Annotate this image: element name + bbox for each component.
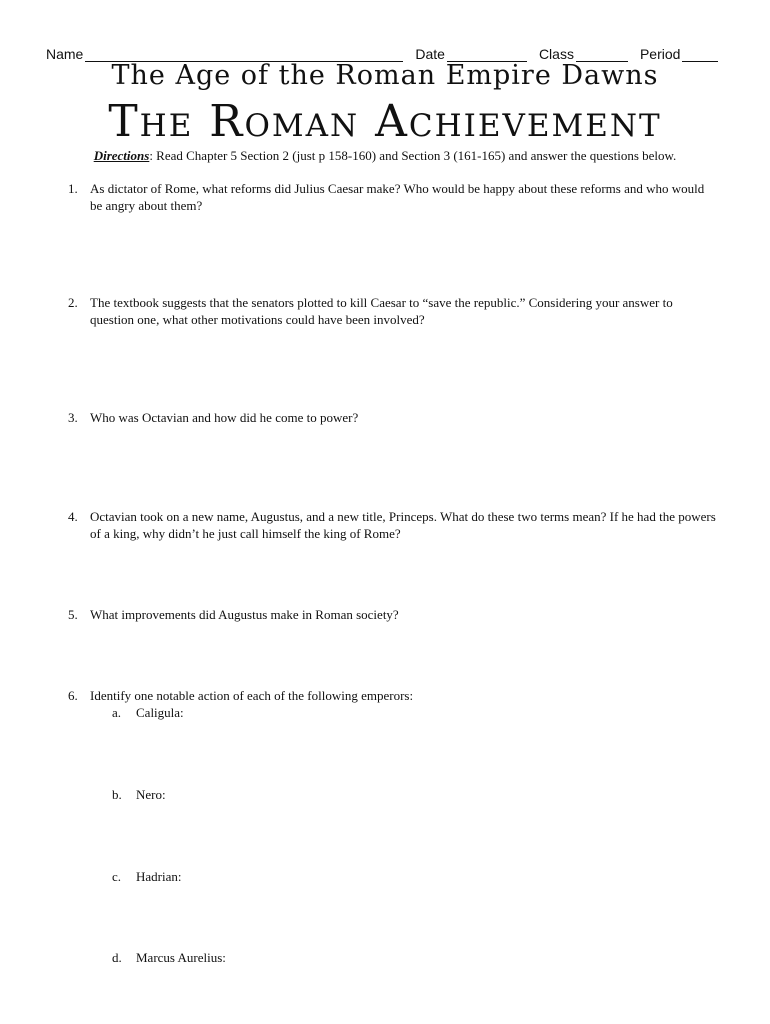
question-2 bbox=[68, 294, 718, 328]
emperor-hadrian bbox=[112, 868, 181, 885]
question-text: What improvements did Augustus make in Roman society? bbox=[90, 607, 399, 622]
question-text: Octavian took on a new name, Augustus, and a new title, Princeps. What do these two terms mean? If he had the powers of a king, why didn’t he just call himself the king of Rome? bbox=[90, 509, 716, 541]
period-label: Period bbox=[639, 46, 681, 62]
date-label: Date bbox=[415, 46, 445, 62]
question-text: Who was Octavian and how did he come to power? bbox=[90, 410, 359, 425]
emperor-nero bbox=[112, 786, 166, 803]
question-text: Identify one notable action of each of the following emperors: bbox=[90, 688, 414, 703]
emperor-name: Nero: bbox=[136, 787, 166, 802]
question-4 bbox=[68, 508, 718, 542]
emperor-name: Hadrian: bbox=[136, 869, 182, 884]
directions bbox=[0, 148, 770, 164]
emperor-letter: c. bbox=[112, 869, 122, 884]
emperor-caligula bbox=[112, 704, 184, 721]
question-number: 2. bbox=[68, 295, 78, 310]
name-label: Name bbox=[46, 46, 84, 62]
emperor-name: Caligula: bbox=[136, 705, 184, 720]
emperor-letter: b. bbox=[112, 787, 122, 802]
emperor-letter: d. bbox=[112, 950, 122, 965]
question-number: 5. bbox=[68, 607, 78, 622]
question-number: 4. bbox=[68, 509, 78, 524]
question-number: 1. bbox=[68, 181, 78, 196]
question-number: 6. bbox=[68, 688, 78, 703]
directions-lead: Directions bbox=[93, 148, 150, 163]
emperor-letter: a. bbox=[112, 705, 122, 720]
emperor-marcus-aurelius bbox=[112, 949, 226, 966]
emperor-name: Marcus Aurelius: bbox=[136, 950, 226, 965]
worksheet-subtitle: The Age of the Roman Empire Dawns bbox=[111, 60, 659, 91]
question-3 bbox=[68, 409, 718, 426]
question-text: The textbook suggests that the senators plotted to kill Caesar to “save the republic.” Considering your answer to question one, what other motivations could have been involved? bbox=[90, 295, 673, 327]
question-5 bbox=[68, 606, 718, 623]
directions-text: : Read Chapter 5 Section 2 (just p 158-160) and Section 3 (161-165) and answer the questions below. bbox=[149, 148, 677, 163]
question-text: As dictator of Rome, what reforms did Julius Caesar make? Who would be happy about these reforms and who would be angry about them? bbox=[90, 181, 705, 213]
class-label: Class bbox=[538, 46, 574, 62]
question-1 bbox=[68, 180, 718, 214]
question-number: 3. bbox=[68, 410, 78, 425]
question-6 bbox=[68, 687, 718, 704]
worksheet-title: The Roman Achievement bbox=[108, 96, 662, 147]
